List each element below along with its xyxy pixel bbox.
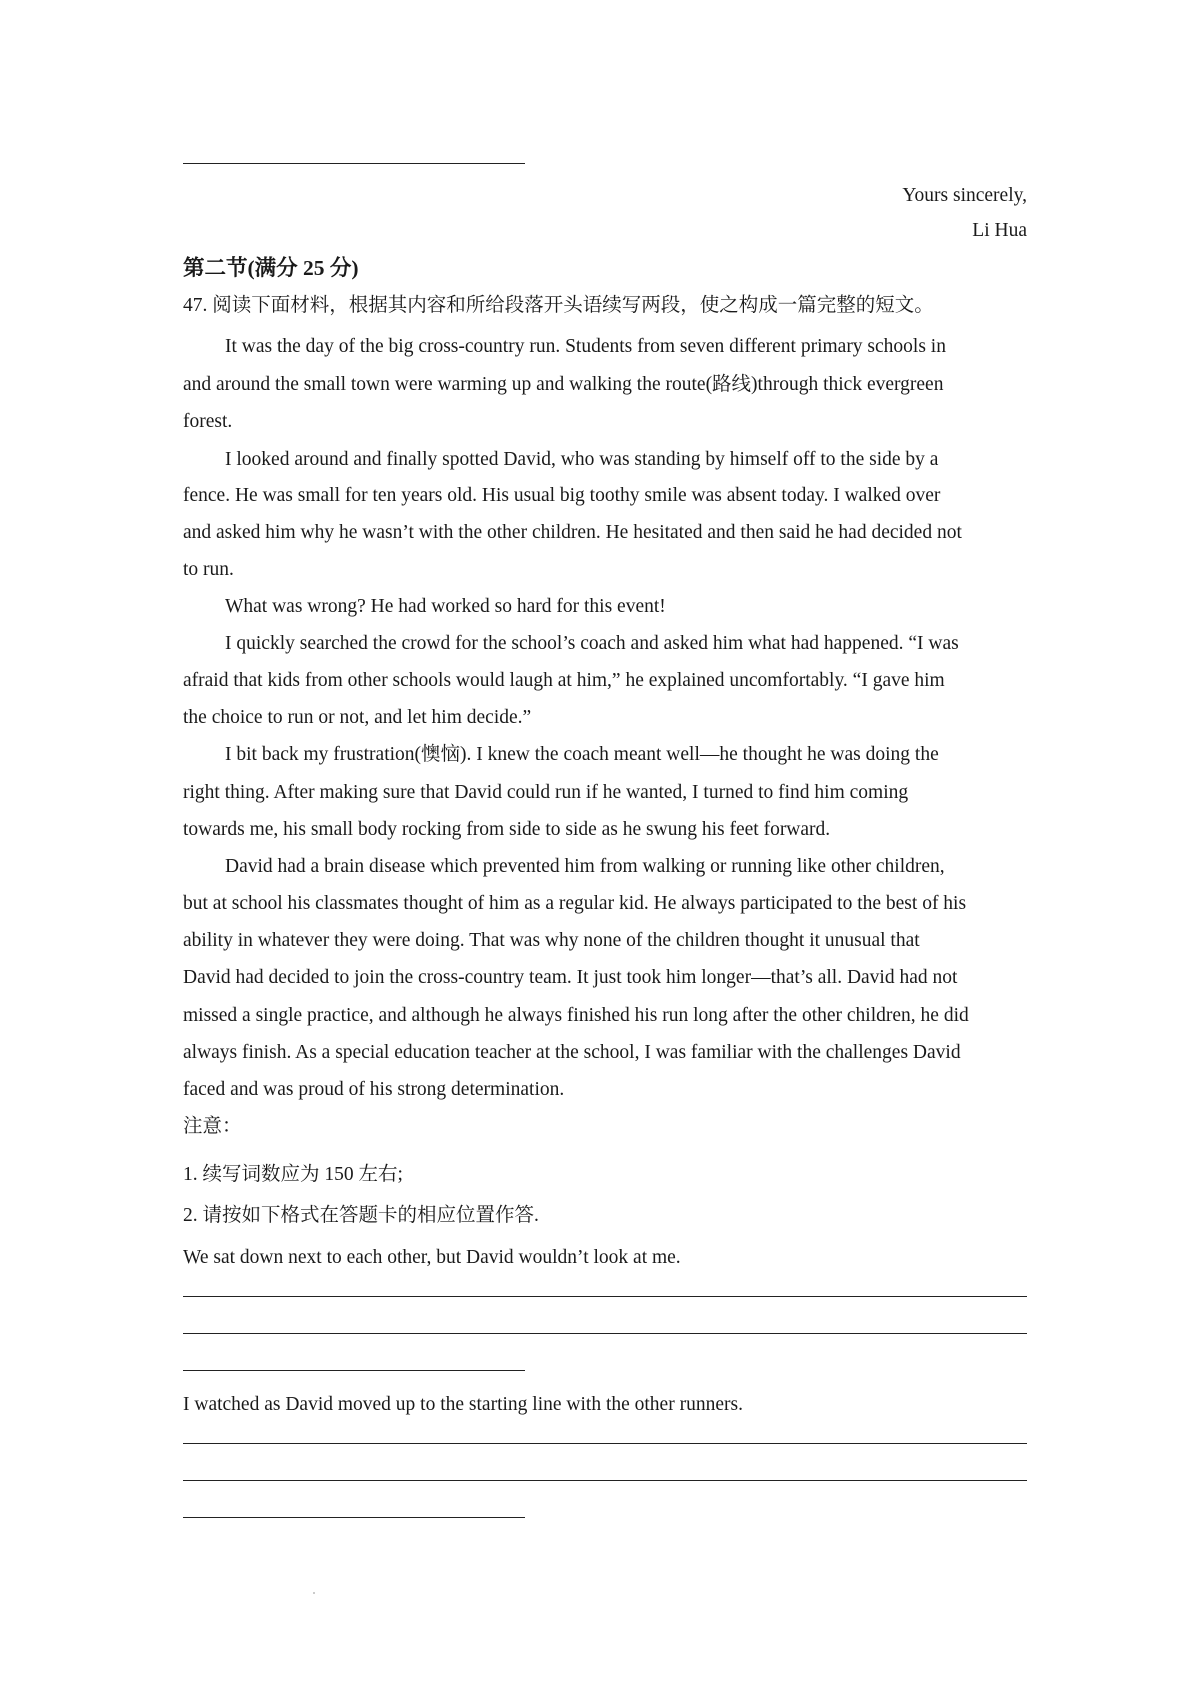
note-item-2: 2. 请按如下格式在答题卡的相应位置作答. (183, 1205, 539, 1226)
passage-line: and around the small town were warming up and walking the route(路线)through thick evergreen (183, 374, 944, 395)
passage-line: What was wrong? He had worked so hard for this event! (225, 596, 666, 617)
letter-sign-off: Yours sincerely, (902, 185, 1027, 206)
passage-line: ability in whatever they were doing. That was why none of the children thought it unusual that (183, 930, 920, 951)
answer-line[interactable] (183, 163, 525, 164)
passage-line: afraid that kids from other schools would laugh at him,” he explained uncomfortably. “I gave him (183, 670, 945, 691)
exam-page (183, 0, 1027, 1698)
question-instruction: 47. 阅读下面材料，根据其内容和所给段落开头语续写两段，使之构成一篇完整的短文。 (183, 295, 934, 316)
passage-line: but at school his classmates thought of him as a regular kid. He always participated to the best of his (183, 893, 967, 914)
notes-label: 注意： (183, 1116, 242, 1137)
section-title: 第二节(满分 25 分) (183, 256, 359, 280)
passage-line: the choice to run or not, and let him decide.” (183, 707, 532, 728)
note-item-1: 1. 续写词数应为 150 左右; (183, 1164, 403, 1185)
scan-speck (313, 1592, 315, 1594)
passage-line: towards me, his small body rocking from side to side as he swung his feet forward. (183, 819, 831, 840)
answer-line[interactable] (183, 1480, 1027, 1481)
passage-line: fence. He was small for ten years old. His usual big toothy smile was absent today. I walked over (183, 485, 941, 506)
passage-line: right thing. After making sure that David could run if he wanted, I turned to find him coming (183, 782, 909, 803)
letter-signature: Li Hua (972, 220, 1027, 241)
answer-line[interactable] (183, 1296, 1027, 1297)
passage-line: missed a single practice, and although he always finished his run long after the other children, he did (183, 1005, 969, 1026)
paragraph1-opening: We sat down next to each other, but David wouldn’t look at me. (183, 1247, 681, 1268)
passage-line: I quickly searched the crowd for the school’s coach and asked him what had happened. “I was (225, 633, 959, 654)
passage-line: I bit back my frustration(懊恼). I knew the coach meant well—he thought he was doing the (225, 744, 939, 765)
passage-line: always finish. As a special education teacher at the school, I was familiar with the challenges David (183, 1042, 961, 1063)
passage-line: David had a brain disease which prevented him from walking or running like other children, (225, 856, 945, 877)
passage-line: David had decided to join the cross-country team. It just took him longer—that’s all. David had not (183, 967, 958, 988)
answer-line[interactable] (183, 1443, 1027, 1444)
answer-line[interactable] (183, 1333, 1027, 1334)
passage-line: forest. (183, 411, 233, 432)
passage-line: to run. (183, 559, 234, 580)
passage-line: faced and was proud of his strong determination. (183, 1079, 565, 1100)
answer-line[interactable] (183, 1517, 525, 1518)
passage-line: It was the day of the big cross-country run. Students from seven different primary schools in (225, 336, 946, 357)
answer-line[interactable] (183, 1370, 525, 1371)
paragraph2-opening: I watched as David moved up to the starting line with the other runners. (183, 1394, 743, 1415)
passage-line: and asked him why he wasn’t with the other children. He hesitated and then said he had decided not (183, 522, 962, 543)
passage-line: I looked around and finally spotted David, who was standing by himself off to the side by a (225, 449, 939, 470)
